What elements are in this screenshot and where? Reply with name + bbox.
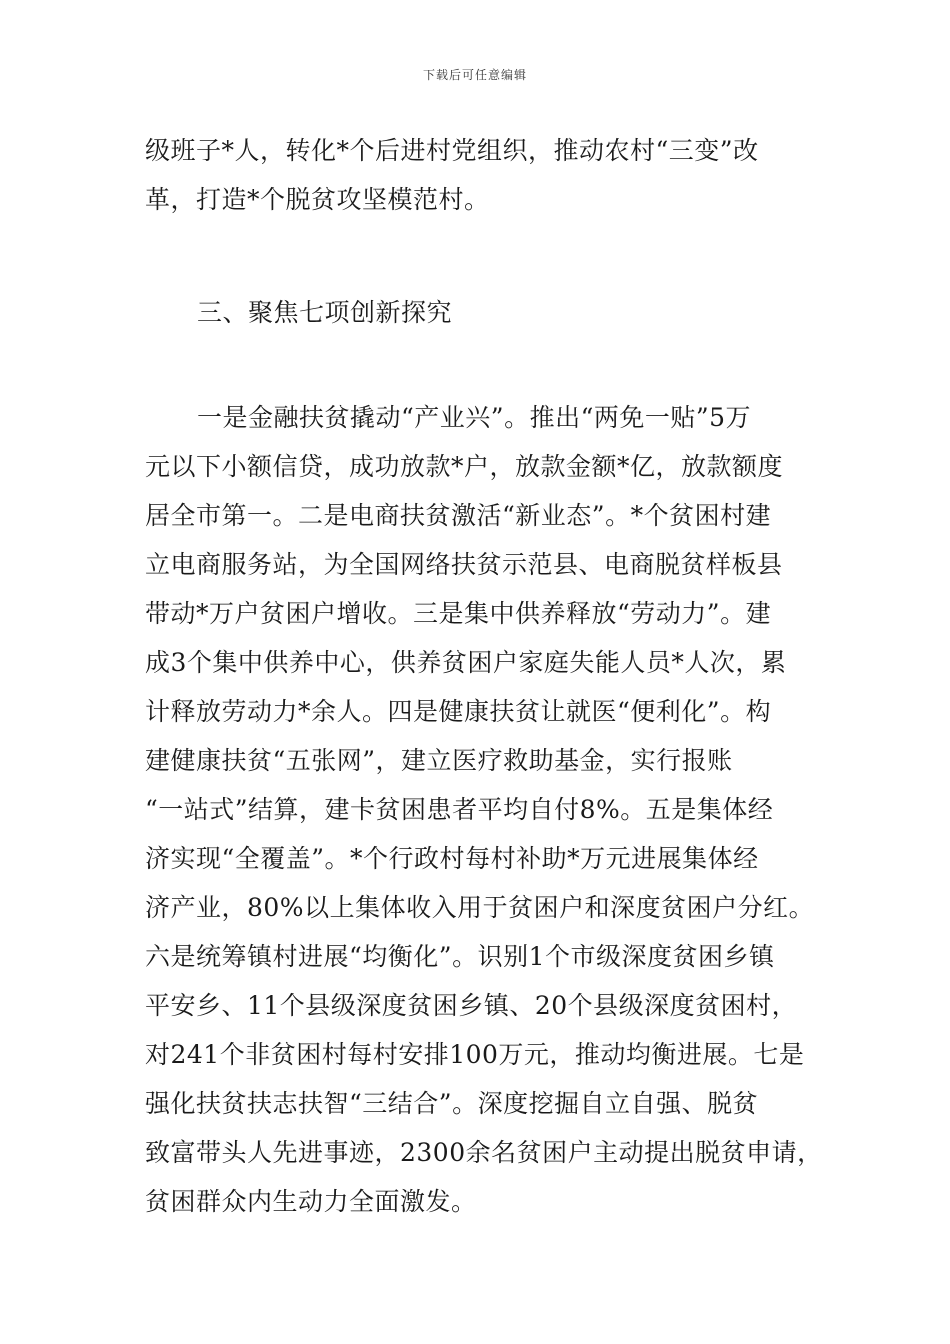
text-line: 建健康扶贫“五张网”，建立医疗救助基金，实行报账 [145, 746, 733, 775]
text-line: 平安乡、11个县级深度贫困乡镇、20个县级深度贫困村， [145, 991, 798, 1020]
text-line: 立电商服务站，为全国网络扶贫示范县、电商脱贫样板县 [145, 550, 783, 579]
text-line: 济实现“全覆盖”。*个行政村每村补助*万元进展集体经 [145, 844, 759, 873]
heading-text: 三、聚焦七项创新探究 [197, 298, 453, 327]
text-line: 带动*万户贫困户增收。三是集中供养释放“劳动力”。建 [145, 599, 772, 628]
text-line: 元以下小额信贷，成功放款*户，放款金额*亿，放款额度 [145, 452, 784, 481]
text-line: 贫困群众内生动力全面激发。 [145, 1187, 477, 1216]
text-line: 致富带头人先进事迹，2300余名贫困户主动提出脱贫申请， [145, 1138, 823, 1167]
text-line: 居全市第一。二是电商扶贫激活“新业态”。*个贫困村建 [145, 501, 772, 530]
text-line: 六是统筹镇村进展“均衡化”。识别1个市级深度贫困乡镇 [145, 942, 775, 971]
text-line: 一是金融扶贫撬动“产业兴”。推出“两免一贴”5万 [197, 403, 752, 432]
text-line: 强化扶贫扶志扶智“三结合”。深度挖掘自立自强、脱贫 [145, 1089, 759, 1118]
text-line: 计释放劳动力*余人。四是健康扶贫让就医“便利化”。构 [145, 697, 772, 726]
document-body [145, 126, 823, 1226]
text-line: 济产业，80%以上集体收入用于贫困户和深度贫困户分红。 [145, 893, 815, 922]
text-line: 革，打造*个脱贫攻坚模范村。 [145, 185, 490, 214]
paragraph-spacer [145, 224, 810, 288]
text-line: 级班子*人，转化*个后进村党组织，推动农村“三变”改 [145, 136, 759, 165]
text-line: 成3个集中供养中心，供养贫困户家庭失能人员*人次，累 [145, 648, 787, 677]
paragraph-continuation [145, 126, 810, 224]
page-header: 下载后可任意编辑 [422, 68, 527, 82]
text-line: “一站式”结算，建卡贫困患者平均自付8%。五是集体经 [145, 795, 774, 824]
text-line: 对241个非贫困村每村安排100万元，推动均衡进展。七是 [145, 1040, 805, 1069]
paragraph-innovations [145, 393, 823, 1226]
section-heading [145, 288, 810, 337]
paragraph-spacer [145, 337, 810, 393]
